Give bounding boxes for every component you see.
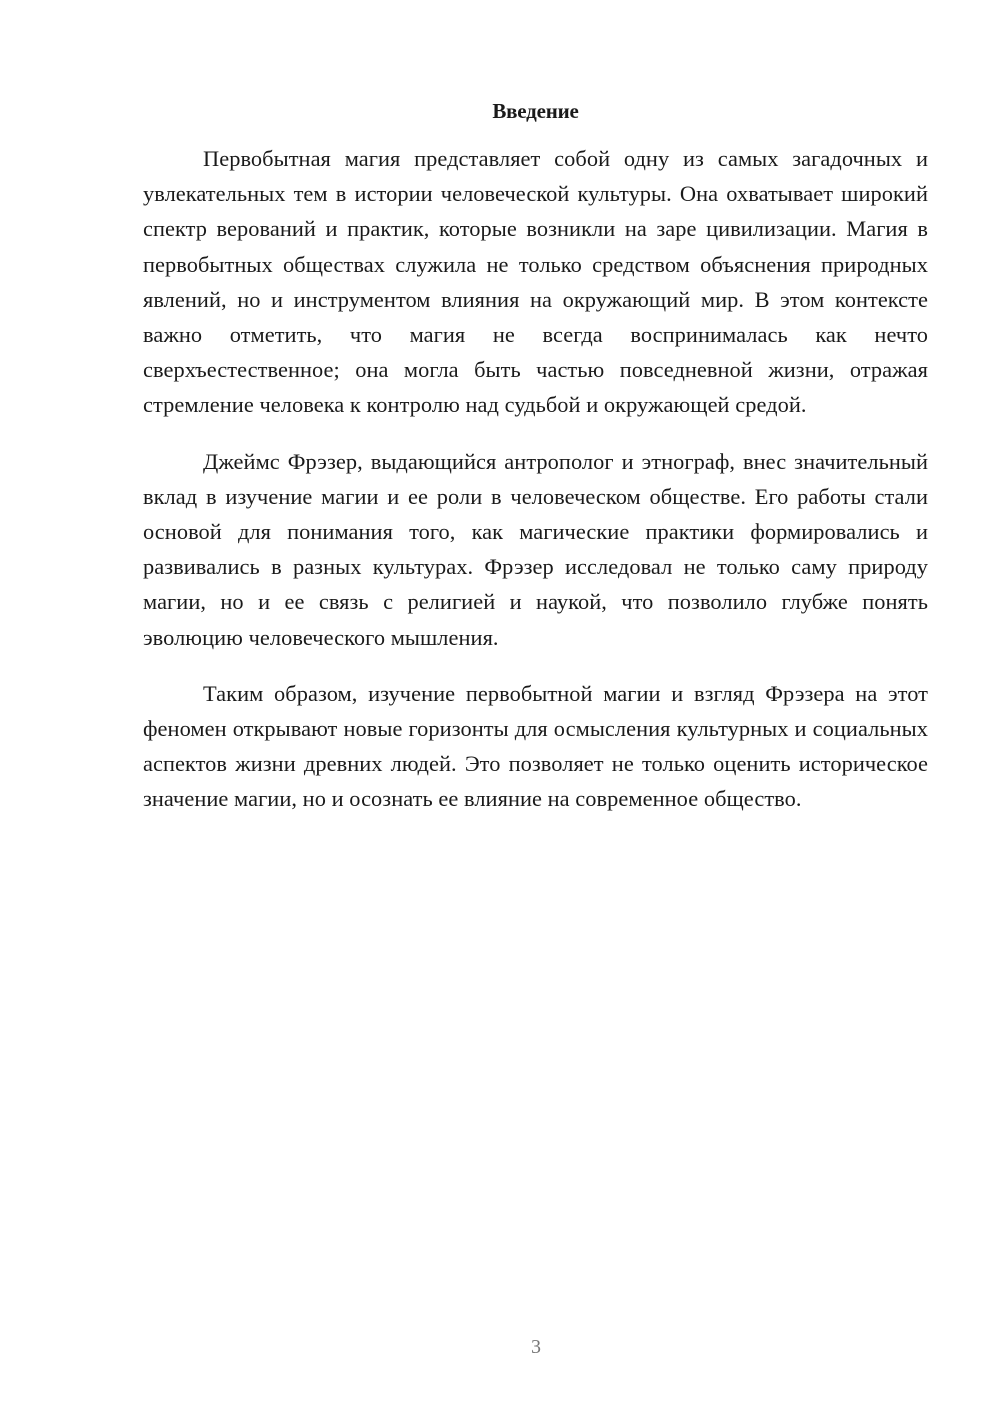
- paragraph-2: Джеймс Фрэзер, выдающийся антрополог и этнограф, внес значительный вклад в изучение магии и ее роли в человеческом обществе. Его работы стали основой для понимания того, как магические практики формировались и развивались в разных культурах. Фрэзер исследовал не только саму природу магии, но и ее связь с религией и наукой, что позволило глубже понять эволюцию человеческого мышления.: [143, 448, 928, 650]
- section-heading: Введение: [492, 99, 579, 123]
- page-content: [143, 94, 928, 817]
- paragraph-1: Первобытная магия представляет собой одну из самых загадочных и увлекательных тем в истории человеческой культуры. Она охватывает широкий спектр верований и практик, которые возникли на заре цивилизации. Магия в первобытных обществах служила не только средством объяснения природных явлений, но и инструментом влияния на окружающий мир. В этом контексте важно отметить, что магия не всегда воспринималась как нечто сверхъестественное; она могла быть частью повседневной жизни, отражая стремление человека к контролю над судьбой и окружающей средой.: [143, 146, 928, 418]
- page-number: 3: [531, 1336, 541, 1358]
- paragraph-3: Таким образом, изучение первобытной магии и взгляд Фрэзера на этот феномен открывают новые горизонты для осмысления культурных и социальных аспектов жизни древних людей. Это позволяет не только оценить историческое значение магии, но и осознать ее влияние на современное общество.: [143, 680, 928, 812]
